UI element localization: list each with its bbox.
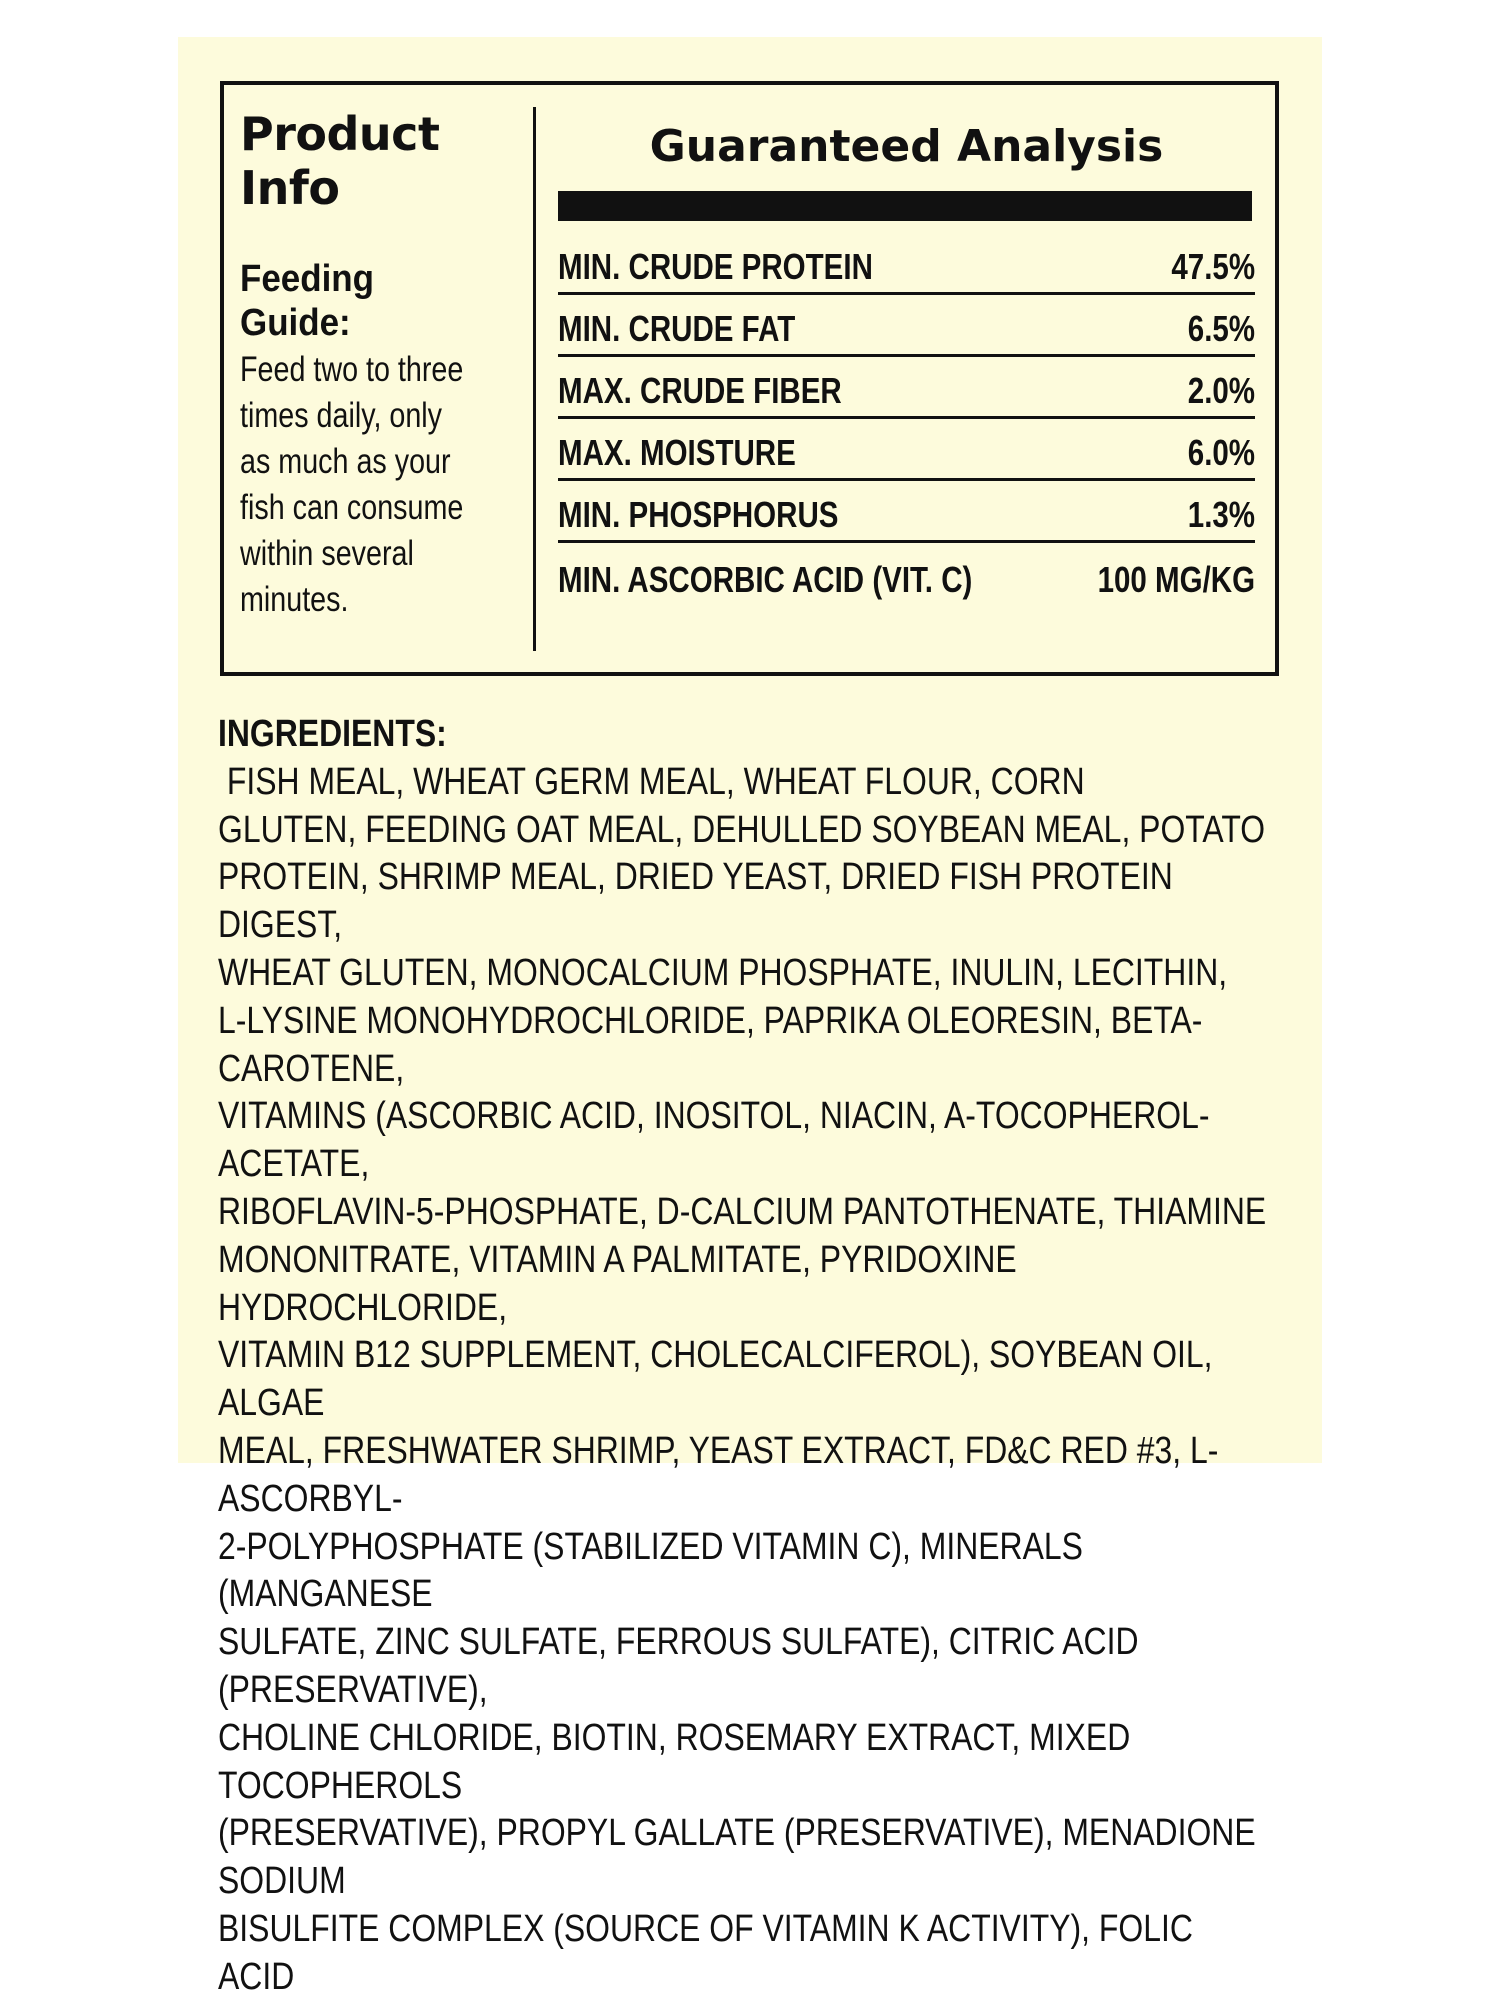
analysis-value: 1.3% bbox=[1187, 494, 1255, 535]
ingredients-line: VITAMIN B12 SUPPLEMENT, CHOLECALCIFEROL), SOYBEAN OIL, ALGAE bbox=[218, 1334, 1213, 1425]
feeding-guide-line: within several bbox=[240, 534, 414, 573]
ingredients-label: INGREDIENTS: bbox=[218, 713, 447, 755]
analysis-nutrient: MIN. CRUDE PROTEIN bbox=[558, 246, 873, 287]
ingredients-line: BISULFITE COMPLEX (SOURCE OF VITAMIN K ACTIVITY), FOLIC ACID bbox=[218, 1907, 1193, 1998]
info-box bbox=[220, 81, 1279, 676]
ingredients-line: L-LYSINE MONOHYDROCHLORIDE, PAPRIKA OLEORESIN, BETA-CAROTENE, bbox=[218, 999, 1203, 1090]
analysis-value: 2.0% bbox=[1187, 370, 1255, 411]
product-info-column bbox=[240, 107, 510, 623]
feeding-guide-line: times daily, only bbox=[240, 396, 443, 435]
analysis-value: 6.5% bbox=[1187, 308, 1255, 349]
ingredients-line: PROTEIN, SHRIMP MEAL, DRIED YEAST, DRIED FISH PROTEIN DIGEST, bbox=[218, 856, 1173, 947]
feeding-guide-title bbox=[240, 257, 516, 345]
feeding-guide-text bbox=[240, 347, 486, 623]
analysis-row bbox=[558, 295, 1255, 357]
ingredients-block bbox=[218, 711, 1268, 2002]
analysis-table bbox=[558, 233, 1255, 605]
analysis-row bbox=[558, 481, 1255, 543]
feeding-guide-line: as much as your bbox=[240, 442, 451, 481]
analysis-row bbox=[558, 357, 1255, 419]
analysis-nutrient: MAX. CRUDE FIBER bbox=[558, 370, 842, 411]
feeding-guide-line: Feed two to three bbox=[240, 350, 464, 389]
analysis-value: 100 MG/KG bbox=[1097, 559, 1256, 600]
feeding-guide-title-line: Feeding bbox=[240, 258, 375, 300]
analysis-row bbox=[558, 543, 1255, 605]
ingredients-line: RIBOFLAVIN-5-PHOSPHATE, D-CALCIUM PANTOTHENATE, THIAMINE bbox=[218, 1190, 1267, 1233]
product-info-title bbox=[240, 107, 510, 215]
ingredients-line: GLUTEN, FEEDING OAT MEAL, DEHULLED SOYBEAN MEAL, POTATO bbox=[218, 808, 1266, 851]
ingredients-text: FISH MEAL, WHEAT GERM MEAL, WHEAT FLOUR, CORN bbox=[218, 760, 1085, 803]
analysis-row bbox=[558, 233, 1255, 295]
analysis-nutrient: MIN. PHOSPHORUS bbox=[558, 494, 839, 535]
product-info-title-line: Product bbox=[240, 107, 440, 161]
analysis-nutrient: MIN. CRUDE FAT bbox=[558, 308, 796, 349]
analysis-row bbox=[558, 419, 1255, 481]
analysis-nutrient: MAX. MOISTURE bbox=[558, 432, 796, 473]
product-info-title-line: Info bbox=[240, 161, 340, 215]
feeding-guide-line: fish can consume bbox=[240, 488, 464, 527]
column-divider bbox=[533, 107, 536, 651]
ingredients-line: WHEAT GLUTEN, MONOCALCIUM PHOSPHATE, INULIN, LECITHIN, bbox=[218, 951, 1228, 994]
ingredients-line: 2-POLYPHOSPHATE (STABILIZED VITAMIN C), MINERALS (MANGANESE bbox=[218, 1525, 1083, 1616]
feeding-guide-line: minutes. bbox=[240, 580, 349, 619]
ingredients-line: VITAMINS (ASCORBIC ACID, INOSITOL, NIACIN, A-TOCOPHEROL-ACETATE, bbox=[218, 1095, 1210, 1186]
analysis-value: 47.5% bbox=[1171, 246, 1255, 287]
ingredients-line: SULFATE, ZINC SULFATE, FERROUS SULFATE), CITRIC ACID (PRESERVATIVE), bbox=[218, 1621, 1139, 1711]
analysis-nutrient: MIN. ASCORBIC ACID (VIT. C) bbox=[558, 559, 973, 600]
analysis-value: 6.0% bbox=[1187, 432, 1255, 473]
ingredients-line: (PRESERVATIVE), PROPYL GALLATE (PRESERVATIVE), MENADIONE SODIUM bbox=[218, 1812, 1256, 1903]
ingredients-line bbox=[218, 711, 1268, 807]
ingredients-line: MEAL, FRESHWATER SHRIMP, YEAST EXTRACT, FD&C RED #3, L-ASCORBYL- bbox=[218, 1429, 1219, 1520]
feeding-guide-title-line: Guide: bbox=[240, 302, 351, 344]
ingredients-line: CHOLINE CHLORIDE, BIOTIN, ROSEMARY EXTRACT, MIXED TOCOPHEROLS bbox=[218, 1716, 1131, 1807]
product-label bbox=[178, 37, 1322, 1998]
ingredients-line: MONONITRATE, VITAMIN A PALMITATE, PYRIDOXINE HYDROCHLORIDE, bbox=[218, 1238, 1017, 1329]
guaranteed-analysis-title: Guaranteed Analysis bbox=[649, 121, 1164, 172]
analysis-header-bar bbox=[558, 191, 1252, 221]
